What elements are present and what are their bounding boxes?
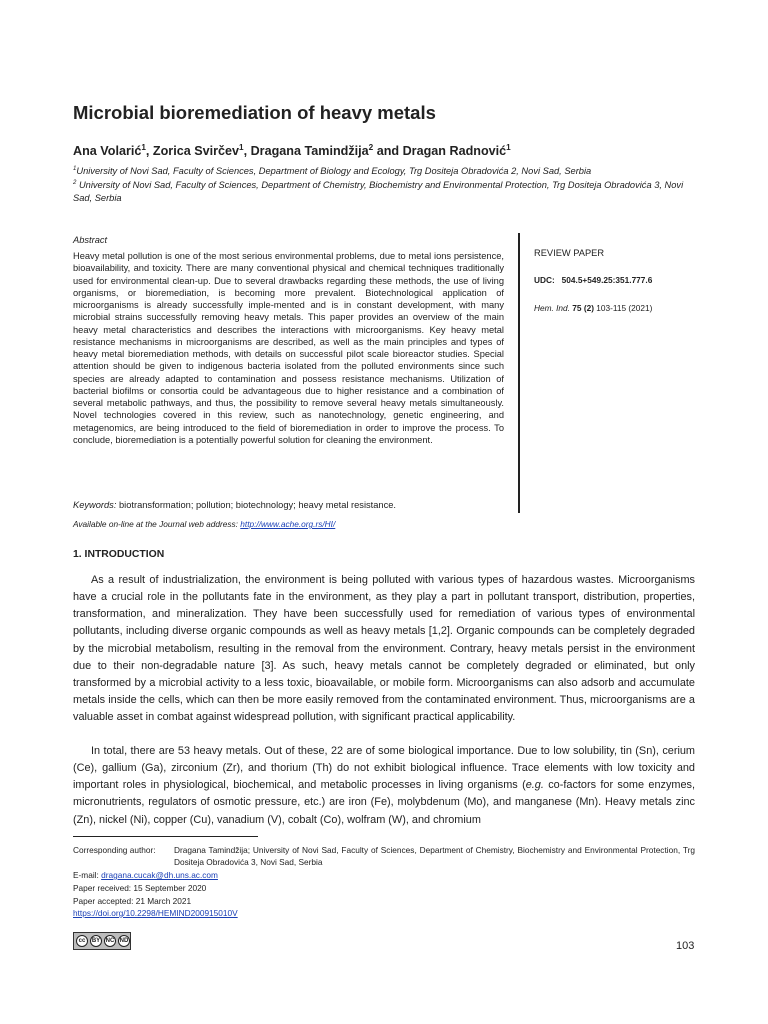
section-heading: 1. INTRODUCTION xyxy=(73,549,165,560)
email-link[interactable]: dragana.cucak@dh.uns.ac.com xyxy=(101,870,218,880)
paragraph-1: As a result of industrialization, the environment is being polluted with various types of hazardous wastes. Microorganisms have a crucial role in the pollutants fate in the environment, as they play a part in pollutant transport, distribution, properties, transformation, and mineralization. They have been successfully used for remediation of various types of environmental pollutants, including diverse organic compounds as well as heavy metals [1,2]. Organic compounds can be completely degraded by the microbial metabolism, resulting in the removal from the environment. Contrary, heavy metals persist in the environment due to their non-degradable nature [3]. As such, heavy metals cannot be completely degraded or eliminated, but only transformed by a microbial activity to a less toxic, bioavailable, or mobile form. Microorganisms can also adsorb and accumulate metals inside the cells, which can then be more easily removed from the contaminated environment. Thus, microorganisms are a valuable asset in combat against widespread pollution, with significant practical applicability. xyxy=(73,574,695,724)
corresponding-author-label: Corresponding author: xyxy=(73,845,156,855)
keywords xyxy=(73,500,513,510)
corresponding-author-text: Dragana Tamindžija; University of Novi Sad, Faculty of Sciences, Department of Chemistry, Biochemistry and Environmental Protection, Trg Dositeja Obradovića 3, Novi Sad, Serbia xyxy=(174,845,695,867)
journal-link[interactable]: http://www.ache.org.rs/HI/ xyxy=(240,519,336,529)
author-affil-sup: 1 xyxy=(239,142,244,152)
author-affil-sup: 2 xyxy=(368,142,374,152)
sidebar-divider xyxy=(518,233,520,513)
accepted-date: Paper accepted: 21 March 2021 xyxy=(73,896,192,906)
author-affil-sup: 1 xyxy=(506,142,511,152)
udc-code: UDC: 504.5+549.25:351.777.6 xyxy=(534,275,653,285)
nc-icon: NC xyxy=(104,935,116,947)
author-name: and Dragan Radnović xyxy=(373,144,507,158)
paper-title: Microbial bioremediation of heavy metals xyxy=(73,102,436,123)
cc-icon: cc xyxy=(76,935,88,947)
author-name: , Dragana Tamindžija xyxy=(243,144,369,158)
nd-icon: ND xyxy=(118,935,130,947)
received-date: Paper received: 15 September 2020 xyxy=(73,883,207,893)
affiliation-1: $^1$University of Novi Sad, Faculty of Sciences, Department of Biology and Ecology, Trg Dositeja Obradovića 2, Novi Sad, Serbia xyxy=(73,165,592,176)
by-icon: BY xyxy=(90,935,102,947)
footnote-rule xyxy=(73,836,258,837)
abstract-text: Heavy metal pollution is one of the most serious environmental problems, due to metal ions persistence, bioavailability, and toxicity. There are many conventional physical and chemical techniques traditionally used for environmental clean-up. Due to several drawbacks regarding these methods, the use of living organisms, or bioremediation, is becoming more prevalent. Biotechnological application of microorganisms is already successfully imple-mented and is in constant development, with many microbial strains successfully removing heavy metals. This paper provides an overview of the main heavy metal characteristics and describes the interactions with microorganisms. Key heavy metal resistance mechanisms in microorganisms are described, as well as the main principles and types of heavy metal bioremediation methods, with details on successful pilot scale bioreactor studies. Special attention should be given to indigenous bacteria isolated from the polluted environments since such species are already adapted to contamination and possess resistance mechanisms. Utilization of bacterial biofilms or consortia could be advantageous due to higher resistance and a combination of several metabolic pathways, and thus, the possibility to remove several heavy metals simultaneously. Novel technologies covered in this review, such as nanotechnology, genetic engineering, and metagenomics, are being introduced to the field of bioremediation in order to improve the process. To conclude, bioremediation is a potentially powerful solution for cleaning the environment. xyxy=(73,251,504,445)
paragraph-2: In total, there are 53 heavy metals. Out of these, 22 are of some biological importance. Due to low solubility, tin (Sn), cerium (Ce), gallium (Ga), zirconium (Zr), and thorium (Th) do not exhibit biological influence. Trace elements with low toxicity and important roles in physiological, biochemical, and metabolic processes in living organisms (e.g. co-factors for some enzymes, micronutrients, regulators of osmotic pressure, etc.) are iron (Fe), molybdenum (Mo), and manganese (Mn). Heavy metals zinc (Zn), nickel (Ni), copper (Cu), vanadium (V), cobalt (Co), wolfram (W), and chromium xyxy=(73,745,696,826)
abstract-label: Abstract xyxy=(73,235,108,245)
journal-citation: Hem. Ind. 75 (2) 103-115 (2021) xyxy=(534,303,653,313)
paper-type: REVIEW PAPER xyxy=(534,248,605,258)
page-number: 103 xyxy=(676,940,695,952)
author-name: , Zorica Svirčev xyxy=(145,144,240,158)
doi-link[interactable]: https://doi.org/10.2298/HEMIND200915010V xyxy=(73,908,238,918)
author-affil-sup: 1 xyxy=(141,142,146,152)
author-name: Ana Volarić xyxy=(73,144,142,158)
doi xyxy=(73,908,238,920)
keywords-text: biotransformation; pollution; biotechnology; heavy metal resistance. xyxy=(116,500,396,510)
online-availability: Available on-line at the Journal web address: http://www.ache.org.rs/HI/ xyxy=(73,519,336,529)
keywords-label: Keywords: xyxy=(73,500,117,510)
affiliation-2: $^2$ University of Novi Sad, Faculty of Sciences, Department of Chemistry, Biochemistry and Environmental Protection, Trg Dositeja Obradovića 3, Novi Sad, Serbia xyxy=(73,179,684,203)
author-list xyxy=(73,144,511,158)
email-line: E-mail: dragana.cucak@dh.uns.ac.com xyxy=(73,870,218,880)
cc-license-badge[interactable] xyxy=(73,932,131,950)
